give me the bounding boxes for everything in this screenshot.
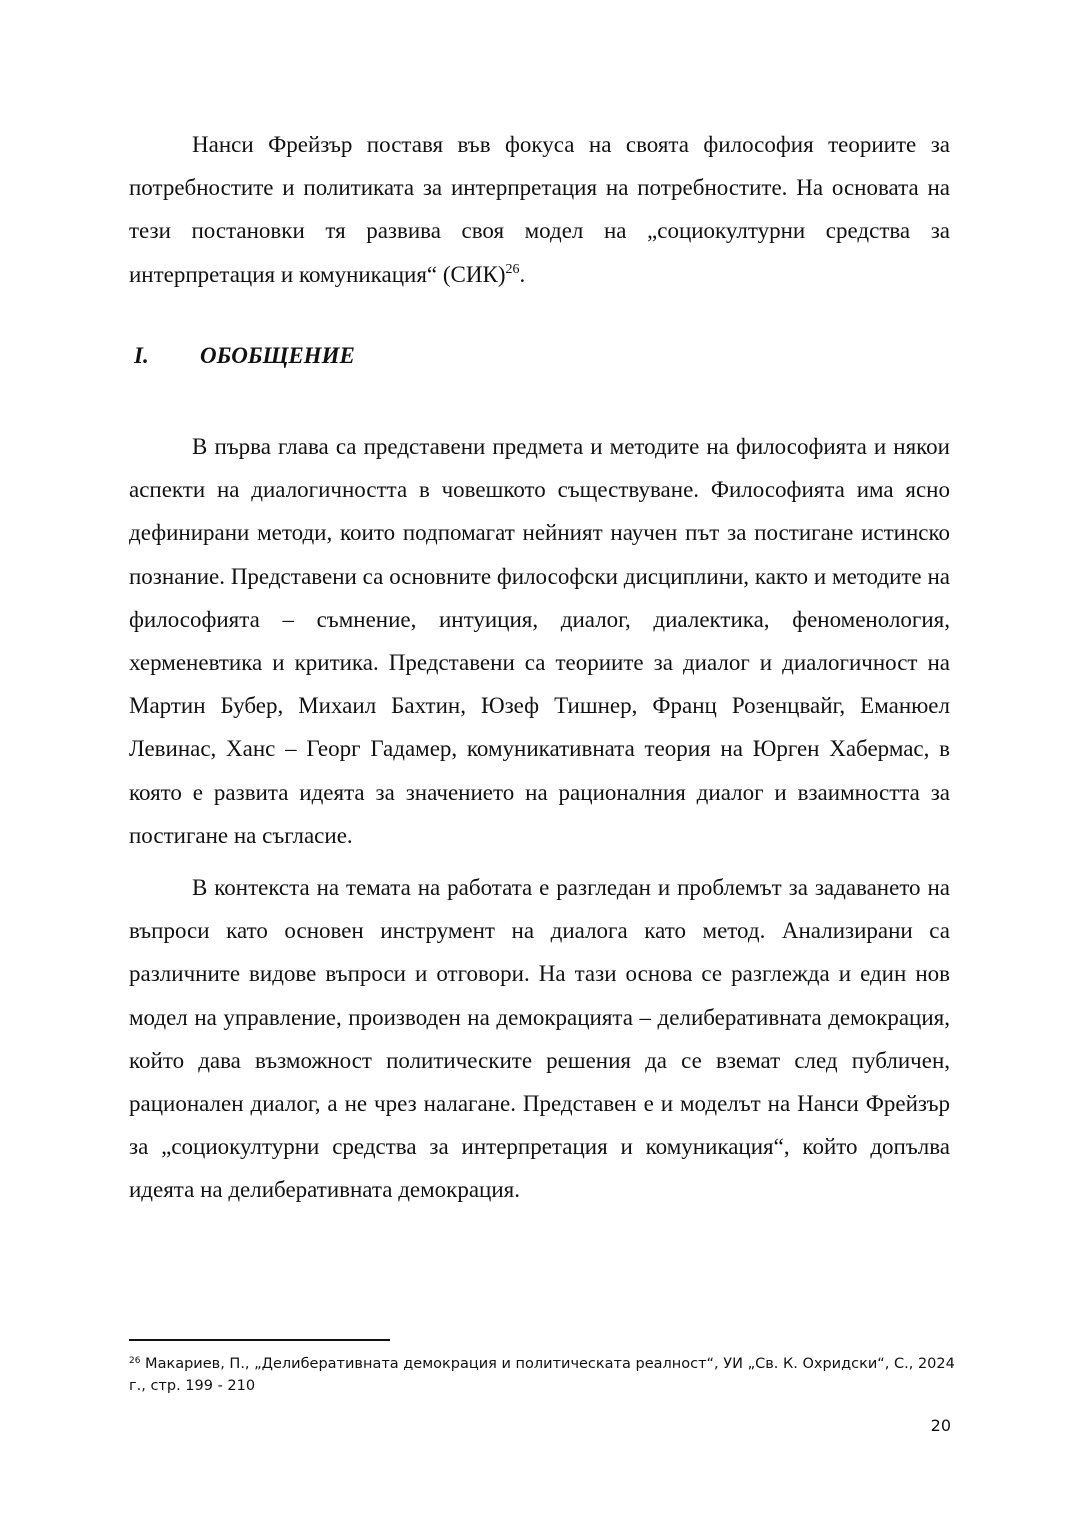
section-heading: [134, 343, 355, 369]
footnote-marker: 26: [129, 1356, 141, 1366]
summary-paragraph-1: В първа глава са представени предмета и методите на философията и някои аспекти на диалогичността в човешкото съществуване. Философията има ясно дефинирани методи, които подпомагат нейният научен път за постигане истинско познание. Представени са основните философски дисциплини, както и методите на философията – съмнение, интуиция, диалог, диалектика, феноменология, херменевтика и критика. Представени са теориите за диалог и диалогичност на Мартин Бубер, Михаил Бахтин, Юзеф Тишнер, Франц Розенцвайг, Еманюел Левинас, Ханс – Георг Гадамер, комуникативната теория на Юрген Хабермас, в която е развита идеята за значението на рационалния диалог и взаимността за постигане на съгласие.: [129, 434, 950, 848]
intro-paragraph-end: .: [519, 261, 526, 287]
intro-paragraph-text: Нанси Фрейзър поставя във фокуса на своята философия теориите за потребностите и политиката за интерпретация на потребностите. На основата на тези постановки тя развива своя модел на „социокултурни средства за интерпретация и комуникация“ (СИК): [129, 132, 950, 287]
page-number: 20: [930, 1416, 951, 1435]
footnote-divider: [129, 1339, 390, 1341]
section-title: ОБОБЩЕНИЕ: [200, 343, 355, 368]
summary-paragraph-2: В контекста на темата на работата е разгледан и проблемът за задаването на въпроси като основен инструмент на диалога като метод. Анализирани са различните видове въпроси и отговори. На тази основа се разглежда и един нов модел на управление, производен на демокрацията – делиберативната демокрация, който дава възможност политическите решения да се вземат след публичен, рационален диалог, а не чрез налагане. Представен е и моделът на Нанси Фрейзър за „социокултурни средства за интерпретация и комуникация“, който допълва идеята на делиберативната демокрация.: [129, 875, 950, 1203]
footnote: [129, 1353, 959, 1397]
intro-paragraph: [129, 123, 950, 296]
footnote-text: Макариев, П., „Делиберативната демокрация и политическата реалност“, УИ „Св. К. Охридски“, С., 2024 г., стр. 199 - 210: [129, 1356, 955, 1394]
footnote-reference[interactable]: 26: [505, 261, 520, 277]
section-number: I.: [134, 343, 149, 368]
